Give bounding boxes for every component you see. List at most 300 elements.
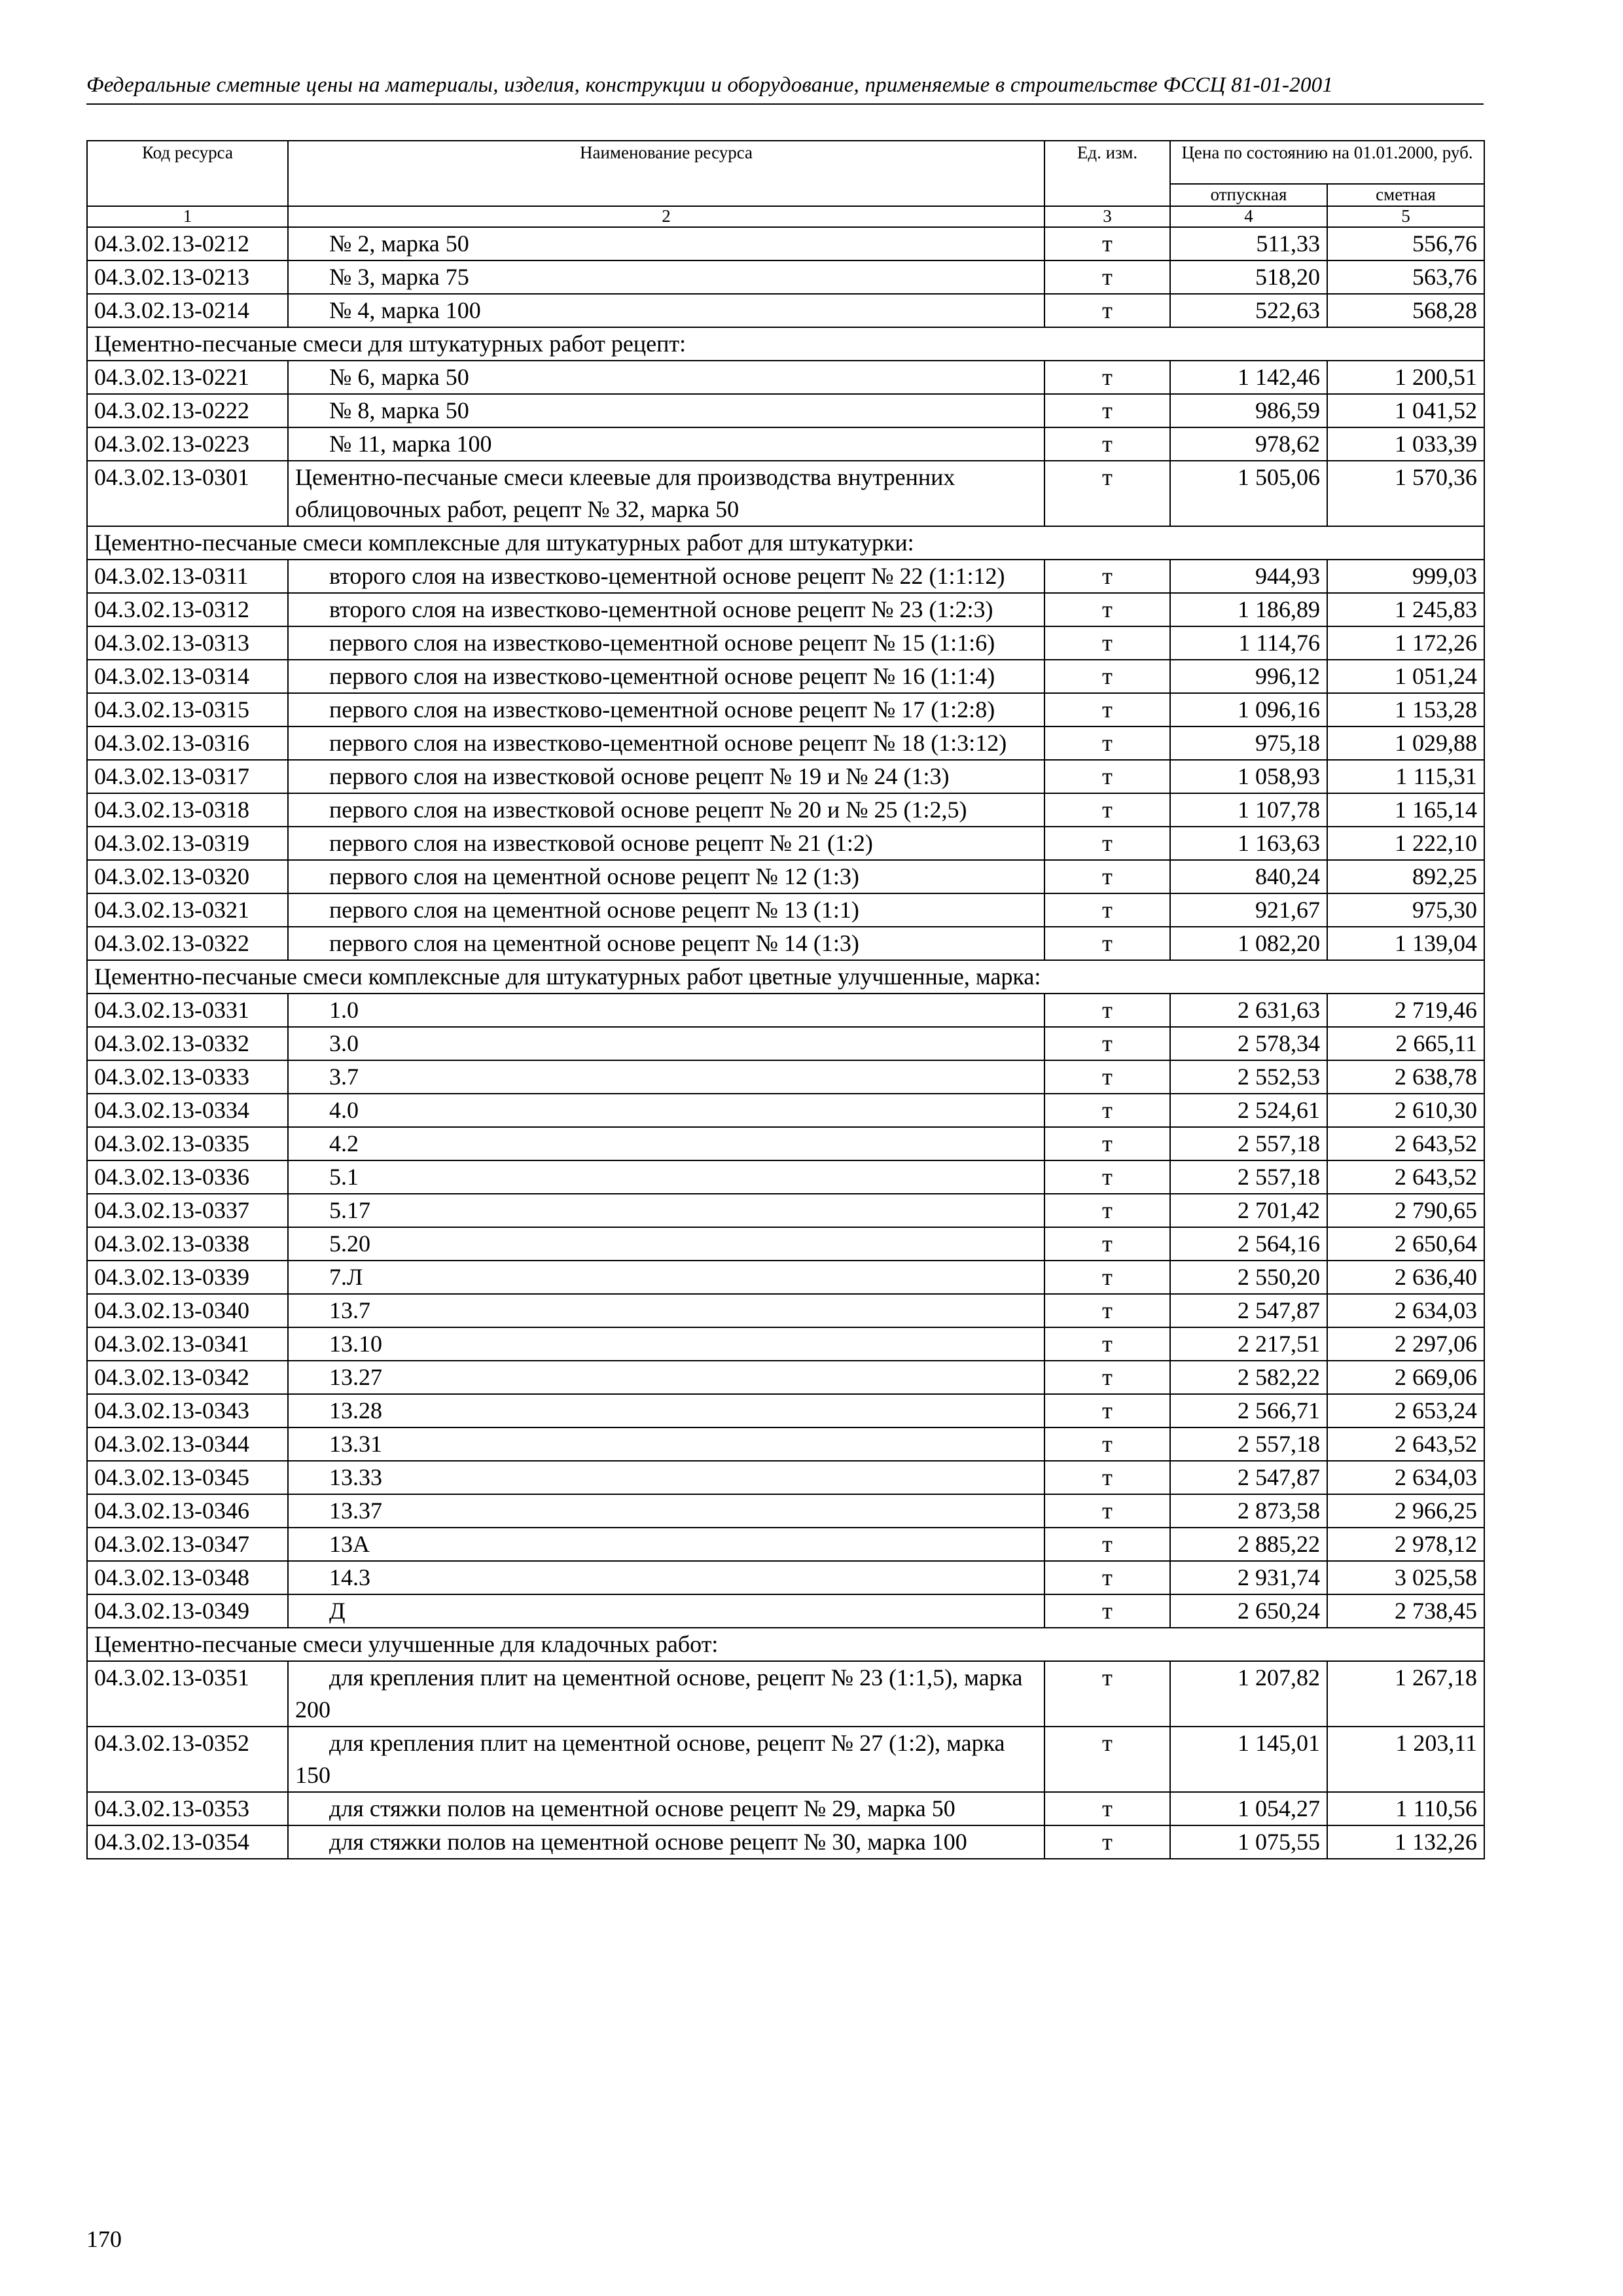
unit-of-measure: т: [1044, 793, 1170, 827]
resource-code: 04.3.02.13-0213: [87, 260, 288, 294]
table-row: [87, 1194, 1484, 1227]
release-price: 1 142,46: [1170, 361, 1327, 394]
unit-of-measure: т: [1044, 394, 1170, 427]
resource-name: [288, 660, 1044, 693]
resource-name: [288, 1160, 1044, 1194]
resource-name: [288, 394, 1044, 427]
resource-name-text: № 4, марка 100: [329, 297, 481, 323]
table-row: [87, 1727, 1484, 1792]
estimate-price: 2 297,06: [1327, 1327, 1484, 1361]
unit-of-measure: т: [1044, 1528, 1170, 1561]
column-header-unit: Ед. изм.: [1044, 141, 1170, 206]
resource-name-text: Д: [329, 1598, 346, 1624]
table-row: [87, 1561, 1484, 1594]
table-row: [87, 593, 1484, 626]
resource-name: [288, 1294, 1044, 1327]
estimate-price: 2 669,06: [1327, 1361, 1484, 1394]
release-price: 2 582,22: [1170, 1361, 1327, 1394]
estimate-price: 2 634,03: [1327, 1294, 1484, 1327]
resource-name-text: для крепления плит на цементной основе, рецепт № 27 (1:2), марка 150: [295, 1730, 1005, 1788]
table-row: [87, 693, 1484, 726]
resource-name-text: 13.28: [329, 1397, 382, 1424]
column-header-estimate: сметная: [1327, 184, 1484, 206]
unit-of-measure: т: [1044, 726, 1170, 760]
release-price: 511,33: [1170, 227, 1327, 260]
table-row: [87, 1261, 1484, 1294]
unit-of-measure: т: [1044, 1825, 1170, 1859]
table-row: [87, 1294, 1484, 1327]
table-row: [87, 1394, 1484, 1427]
estimate-price: 563,76: [1327, 260, 1484, 294]
release-price: 1 107,78: [1170, 793, 1327, 827]
price-table: [86, 140, 1485, 1859]
resource-code: 04.3.02.13-0352: [87, 1727, 288, 1792]
resource-name: [288, 1227, 1044, 1261]
release-price: 2 557,18: [1170, 1427, 1327, 1461]
table-row: [87, 1227, 1484, 1261]
table-row: [87, 927, 1484, 960]
estimate-price: 2 643,52: [1327, 1160, 1484, 1194]
estimate-price: 2 978,12: [1327, 1528, 1484, 1561]
resource-code: 04.3.02.13-0312: [87, 593, 288, 626]
resource-name-text: для стяжки полов на цементной основе рецепт № 29, марка 50: [329, 1795, 955, 1821]
resource-code: 04.3.02.13-0343: [87, 1394, 288, 1427]
release-price: 975,18: [1170, 726, 1327, 760]
resource-name: [288, 1327, 1044, 1361]
resource-name: [288, 1661, 1044, 1727]
resource-name: [288, 1361, 1044, 1394]
resource-code: 04.3.02.13-0340: [87, 1294, 288, 1327]
resource-name-text: первого слоя на известково-цементной основе рецепт № 17 (1:2:8): [329, 696, 995, 723]
table-row: [87, 1427, 1484, 1461]
resource-name-text: 4.0: [329, 1097, 359, 1123]
table-row: [87, 660, 1484, 693]
resource-code: 04.3.02.13-0344: [87, 1427, 288, 1461]
unit-of-measure: т: [1044, 1727, 1170, 1792]
resource-name-text: № 11, марка 100: [329, 431, 492, 457]
resource-code: 04.3.02.13-0315: [87, 693, 288, 726]
estimate-price: 1 200,51: [1327, 361, 1484, 394]
unit-of-measure: т: [1044, 427, 1170, 461]
estimate-price: 1 172,26: [1327, 626, 1484, 660]
estimate-price: 2 653,24: [1327, 1394, 1484, 1427]
resource-name: [288, 726, 1044, 760]
resource-name: [288, 927, 1044, 960]
release-price: 1 145,01: [1170, 1727, 1327, 1792]
release-price: 1 114,76: [1170, 626, 1327, 660]
resource-name-text: 13.7: [329, 1297, 370, 1323]
estimate-price: 2 719,46: [1327, 994, 1484, 1027]
release-price: 2 547,87: [1170, 1461, 1327, 1494]
table-row: [87, 793, 1484, 827]
resource-code: 04.3.02.13-0322: [87, 927, 288, 960]
estimate-price: 1 153,28: [1327, 693, 1484, 726]
resource-name: [288, 1094, 1044, 1127]
release-price: 978,62: [1170, 427, 1327, 461]
resource-code: 04.3.02.13-0221: [87, 361, 288, 394]
unit-of-measure: т: [1044, 994, 1170, 1027]
resource-code: 04.3.02.13-0318: [87, 793, 288, 827]
release-price: 2 566,71: [1170, 1394, 1327, 1427]
unit-of-measure: т: [1044, 1461, 1170, 1494]
release-price: 518,20: [1170, 260, 1327, 294]
estimate-price: 2 634,03: [1327, 1461, 1484, 1494]
resource-code: 04.3.02.13-0212: [87, 227, 288, 260]
estimate-price: 1 115,31: [1327, 760, 1484, 793]
resource-name: [288, 461, 1044, 526]
unit-of-measure: т: [1044, 693, 1170, 726]
release-price: 996,12: [1170, 660, 1327, 693]
estimate-price: 999,03: [1327, 560, 1484, 593]
release-price: 2 873,58: [1170, 1494, 1327, 1528]
unit-of-measure: т: [1044, 860, 1170, 893]
resource-code: 04.3.02.13-0331: [87, 994, 288, 1027]
resource-code: 04.3.02.13-0334: [87, 1094, 288, 1127]
estimate-price: 1 245,83: [1327, 593, 1484, 626]
resource-name: [288, 893, 1044, 927]
resource-name-text: 5.20: [329, 1230, 370, 1257]
table-row: [87, 1494, 1484, 1528]
unit-of-measure: т: [1044, 1327, 1170, 1361]
resource-name-text: 13.37: [329, 1498, 382, 1524]
column-header-release: отпускная: [1170, 184, 1327, 206]
resource-name-text: первого слоя на цементной основе рецепт № 13 (1:1): [329, 897, 859, 923]
resource-code: 04.3.02.13-0301: [87, 461, 288, 526]
resource-name-text: Цементно-песчаные смеси клеевые для производства внутренних облицовочных работ, рецепт № 32, марка 50: [295, 464, 955, 522]
resource-code: 04.3.02.13-0353: [87, 1792, 288, 1825]
unit-of-measure: т: [1044, 1361, 1170, 1394]
group-title: Цементно-песчаные смеси комплексные для штукатурных работ цветные улучшенные, марка:: [87, 960, 1484, 994]
unit-of-measure: т: [1044, 1127, 1170, 1160]
resource-name: [288, 1727, 1044, 1792]
resource-name: [288, 1825, 1044, 1859]
release-price: 2 552,53: [1170, 1060, 1327, 1094]
table-row: [87, 1461, 1484, 1494]
table-row: [87, 394, 1484, 427]
release-price: 1 096,16: [1170, 693, 1327, 726]
resource-code: 04.3.02.13-0317: [87, 760, 288, 793]
unit-of-measure: т: [1044, 593, 1170, 626]
estimate-price: 1 041,52: [1327, 394, 1484, 427]
table-row: [87, 1825, 1484, 1859]
unit-of-measure: т: [1044, 1594, 1170, 1628]
group-title: Цементно-песчаные смеси комплексные для штукатурных работ для штукатурки:: [87, 526, 1484, 560]
release-price: 2 217,51: [1170, 1327, 1327, 1361]
table-row: [87, 827, 1484, 860]
resource-name: [288, 1561, 1044, 1594]
running-header: Федеральные сметные цены на материалы, изделия, конструкции и оборудование, применяемые в строительстве ФССЦ 81-01-2001: [86, 73, 1334, 97]
resource-code: 04.3.02.13-0332: [87, 1027, 288, 1060]
resource-name-text: № 6, марка 50: [329, 364, 469, 390]
unit-of-measure: т: [1044, 1294, 1170, 1327]
unit-of-measure: т: [1044, 827, 1170, 860]
resource-code: 04.3.02.13-0339: [87, 1261, 288, 1294]
resource-code: 04.3.02.13-0347: [87, 1528, 288, 1561]
table-row: [87, 626, 1484, 660]
unit-of-measure: т: [1044, 361, 1170, 394]
estimate-price: 3 025,58: [1327, 1561, 1484, 1594]
estimate-price: 2 966,25: [1327, 1494, 1484, 1528]
resource-name: [288, 1528, 1044, 1561]
unit-of-measure: т: [1044, 1394, 1170, 1427]
estimate-price: 1 029,88: [1327, 726, 1484, 760]
resource-name-text: первого слоя на цементной основе рецепт № 12 (1:3): [329, 863, 859, 889]
table-row: [87, 461, 1484, 526]
resource-name: [288, 1427, 1044, 1461]
column-number: 3: [1044, 206, 1170, 227]
resource-name: [288, 361, 1044, 394]
resource-name-text: 13.10: [329, 1331, 382, 1357]
column-number: 4: [1170, 206, 1327, 227]
resource-name: [288, 593, 1044, 626]
release-price: 2 547,87: [1170, 1294, 1327, 1327]
release-price: 1 082,20: [1170, 927, 1327, 960]
group-title: Цементно-песчаные смеси улучшенные для кладочных работ:: [87, 1628, 1484, 1661]
unit-of-measure: т: [1044, 1027, 1170, 1060]
unit-of-measure: т: [1044, 760, 1170, 793]
table-row: [87, 726, 1484, 760]
unit-of-measure: т: [1044, 1661, 1170, 1727]
release-price: 1 505,06: [1170, 461, 1327, 526]
resource-code: 04.3.02.13-0348: [87, 1561, 288, 1594]
unit-of-measure: т: [1044, 1494, 1170, 1528]
release-price: 2 631,63: [1170, 994, 1327, 1027]
release-price: 2 564,16: [1170, 1227, 1327, 1261]
table-row: [87, 1094, 1484, 1127]
resource-code: 04.3.02.13-0214: [87, 294, 288, 327]
resource-name: [288, 827, 1044, 860]
estimate-price: 2 643,52: [1327, 1127, 1484, 1160]
resource-code: 04.3.02.13-0341: [87, 1327, 288, 1361]
estimate-price: 1 110,56: [1327, 1792, 1484, 1825]
release-price: 2 557,18: [1170, 1127, 1327, 1160]
release-price: 2 650,24: [1170, 1594, 1327, 1628]
estimate-price: 1 051,24: [1327, 660, 1484, 693]
release-price: 2 557,18: [1170, 1160, 1327, 1194]
header-rule: [86, 103, 1484, 105]
resource-name: [288, 1494, 1044, 1528]
resource-code: 04.3.02.13-0351: [87, 1661, 288, 1727]
unit-of-measure: т: [1044, 893, 1170, 927]
unit-of-measure: т: [1044, 927, 1170, 960]
group-title: Цементно-песчаные смеси для штукатурных работ рецепт:: [87, 327, 1484, 361]
estimate-price: 568,28: [1327, 294, 1484, 327]
estimate-price: 2 638,78: [1327, 1060, 1484, 1094]
column-number: 1: [87, 206, 288, 227]
unit-of-measure: т: [1044, 1094, 1170, 1127]
estimate-price: 1 203,11: [1327, 1727, 1484, 1792]
table-row: [87, 260, 1484, 294]
unit-of-measure: т: [1044, 1227, 1170, 1261]
release-price: 1 207,82: [1170, 1661, 1327, 1727]
release-price: 921,67: [1170, 893, 1327, 927]
resource-name: [288, 760, 1044, 793]
unit-of-measure: т: [1044, 1261, 1170, 1294]
resource-name: [288, 227, 1044, 260]
resource-name-text: 4.2: [329, 1130, 359, 1157]
resource-code: 04.3.02.13-0314: [87, 660, 288, 693]
resource-name: [288, 1060, 1044, 1094]
release-price: 2 550,20: [1170, 1261, 1327, 1294]
release-price: 944,93: [1170, 560, 1327, 593]
release-price: 1 054,27: [1170, 1792, 1327, 1825]
estimate-price: 2 610,30: [1327, 1094, 1484, 1127]
resource-name-text: 13.27: [329, 1364, 382, 1390]
resource-name-text: 13А: [329, 1531, 370, 1557]
table-row: [87, 1127, 1484, 1160]
resource-name: [288, 793, 1044, 827]
page-number: 170: [86, 2226, 122, 2252]
resource-name: [288, 860, 1044, 893]
estimate-price: 1 222,10: [1327, 827, 1484, 860]
unit-of-measure: т: [1044, 1792, 1170, 1825]
table-row: [87, 760, 1484, 793]
unit-of-measure: т: [1044, 1060, 1170, 1094]
resource-code: 04.3.02.13-0336: [87, 1160, 288, 1194]
estimate-price: 2 790,65: [1327, 1194, 1484, 1227]
resource-code: 04.3.02.13-0346: [87, 1494, 288, 1528]
release-price: 1 186,89: [1170, 593, 1327, 626]
resource-name-text: 1.0: [329, 997, 359, 1023]
resource-name-text: 3.0: [329, 1030, 359, 1056]
resource-name-text: первого слоя на цементной основе рецепт № 14 (1:3): [329, 930, 859, 956]
unit-of-measure: т: [1044, 560, 1170, 593]
table-row: [87, 1327, 1484, 1361]
unit-of-measure: т: [1044, 461, 1170, 526]
table-row: [87, 227, 1484, 260]
estimate-price: 1 139,04: [1327, 927, 1484, 960]
table-group-row: [87, 960, 1484, 994]
column-header-name: Наименование ресурса: [288, 141, 1044, 206]
resource-code: 04.3.02.13-0313: [87, 626, 288, 660]
release-price: 2 524,61: [1170, 1094, 1327, 1127]
unit-of-measure: т: [1044, 294, 1170, 327]
release-price: 2 931,74: [1170, 1561, 1327, 1594]
resource-name-text: № 8, марка 50: [329, 397, 469, 423]
resource-name-text: 5.1: [329, 1164, 359, 1190]
resource-name-text: 5.17: [329, 1197, 370, 1223]
estimate-price: 2 636,40: [1327, 1261, 1484, 1294]
estimate-price: 1 267,18: [1327, 1661, 1484, 1727]
resource-code: 04.3.02.13-0320: [87, 860, 288, 893]
resource-name-text: второго слоя на известково-цементной основе рецепт № 23 (1:2:3): [329, 596, 993, 622]
unit-of-measure: т: [1044, 227, 1170, 260]
table-row: [87, 893, 1484, 927]
resource-code: 04.3.02.13-0338: [87, 1227, 288, 1261]
resource-name: [288, 1394, 1044, 1427]
resource-name: [288, 693, 1044, 726]
resource-name: [288, 260, 1044, 294]
unit-of-measure: т: [1044, 1427, 1170, 1461]
estimate-price: 1 033,39: [1327, 427, 1484, 461]
unit-of-measure: т: [1044, 1194, 1170, 1227]
table-group-row: [87, 327, 1484, 361]
release-price: 840,24: [1170, 860, 1327, 893]
release-price: 1 075,55: [1170, 1825, 1327, 1859]
estimate-price: 1 132,26: [1327, 1825, 1484, 1859]
resource-name: [288, 427, 1044, 461]
estimate-price: 2 643,52: [1327, 1427, 1484, 1461]
resource-name-text: первого слоя на известковой основе рецепт № 20 и № 25 (1:2,5): [329, 797, 967, 823]
unit-of-measure: т: [1044, 1561, 1170, 1594]
table-row: [87, 1060, 1484, 1094]
release-price: 2 701,42: [1170, 1194, 1327, 1227]
table-row: [87, 860, 1484, 893]
column-header-code: Код ресурса: [87, 141, 288, 206]
release-price: 2 578,34: [1170, 1027, 1327, 1060]
resource-code: 04.3.02.13-0223: [87, 427, 288, 461]
unit-of-measure: т: [1044, 260, 1170, 294]
table-row: [87, 427, 1484, 461]
resource-name: [288, 1127, 1044, 1160]
resource-name: [288, 1594, 1044, 1628]
column-number: 5: [1327, 206, 1484, 227]
resource-name-text: первого слоя на известково-цементной основе рецепт № 16 (1:1:4): [329, 663, 995, 689]
table-row: [87, 994, 1484, 1027]
resource-name-text: первого слоя на известковой основе рецепт № 19 и № 24 (1:3): [329, 763, 950, 789]
table-row: [87, 1027, 1484, 1060]
resource-name-text: первого слоя на известково-цементной основе рецепт № 15 (1:1:6): [329, 630, 995, 656]
resource-name-text: первого слоя на известково-цементной основе рецепт № 18 (1:3:12): [329, 730, 1007, 756]
resource-name: [288, 1194, 1044, 1227]
resource-name-text: 3.7: [329, 1064, 359, 1090]
estimate-price: 975,30: [1327, 893, 1484, 927]
column-header-price: Цена по состоянию на 01.01.2000, руб.: [1170, 141, 1484, 184]
release-price: 1 163,63: [1170, 827, 1327, 860]
resource-code: 04.3.02.13-0337: [87, 1194, 288, 1227]
resource-code: 04.3.02.13-0333: [87, 1060, 288, 1094]
resource-code: 04.3.02.13-0222: [87, 394, 288, 427]
resource-name-text: № 2, марка 50: [329, 230, 469, 257]
unit-of-measure: т: [1044, 626, 1170, 660]
release-price: 522,63: [1170, 294, 1327, 327]
table-row: [87, 1792, 1484, 1825]
table-row: [87, 1361, 1484, 1394]
resource-code: 04.3.02.13-0342: [87, 1361, 288, 1394]
resource-name: [288, 1261, 1044, 1294]
resource-name: [288, 626, 1044, 660]
resource-name-text: для стяжки полов на цементной основе рецепт № 30, марка 100: [329, 1829, 967, 1855]
resource-code: 04.3.02.13-0354: [87, 1825, 288, 1859]
resource-name-text: № 3, марка 75: [329, 264, 469, 290]
resource-name: [288, 1461, 1044, 1494]
release-price: 2 885,22: [1170, 1528, 1327, 1561]
resource-name: [288, 1027, 1044, 1060]
resource-name-text: второго слоя на известково-цементной основе рецепт № 22 (1:1:12): [329, 563, 1005, 589]
resource-code: 04.3.02.13-0316: [87, 726, 288, 760]
release-price: 1 058,93: [1170, 760, 1327, 793]
resource-code: 04.3.02.13-0321: [87, 893, 288, 927]
resource-name: [288, 560, 1044, 593]
resource-name-text: первого слоя на известковой основе рецепт № 21 (1:2): [329, 830, 873, 856]
resource-code: 04.3.02.13-0345: [87, 1461, 288, 1494]
column-number: 2: [288, 206, 1044, 227]
resource-name-text: 7.Л: [329, 1264, 363, 1290]
table-row: [87, 560, 1484, 593]
estimate-price: 556,76: [1327, 227, 1484, 260]
table-row: [87, 1661, 1484, 1727]
estimate-price: 1 570,36: [1327, 461, 1484, 526]
table-row: [87, 361, 1484, 394]
release-price: 986,59: [1170, 394, 1327, 427]
resource-name-text: 14.3: [329, 1564, 370, 1590]
unit-of-measure: т: [1044, 660, 1170, 693]
resource-name: [288, 994, 1044, 1027]
table-group-row: [87, 1628, 1484, 1661]
resource-name-text: 13.33: [329, 1464, 382, 1490]
resource-code: 04.3.02.13-0335: [87, 1127, 288, 1160]
table-row: [87, 294, 1484, 327]
